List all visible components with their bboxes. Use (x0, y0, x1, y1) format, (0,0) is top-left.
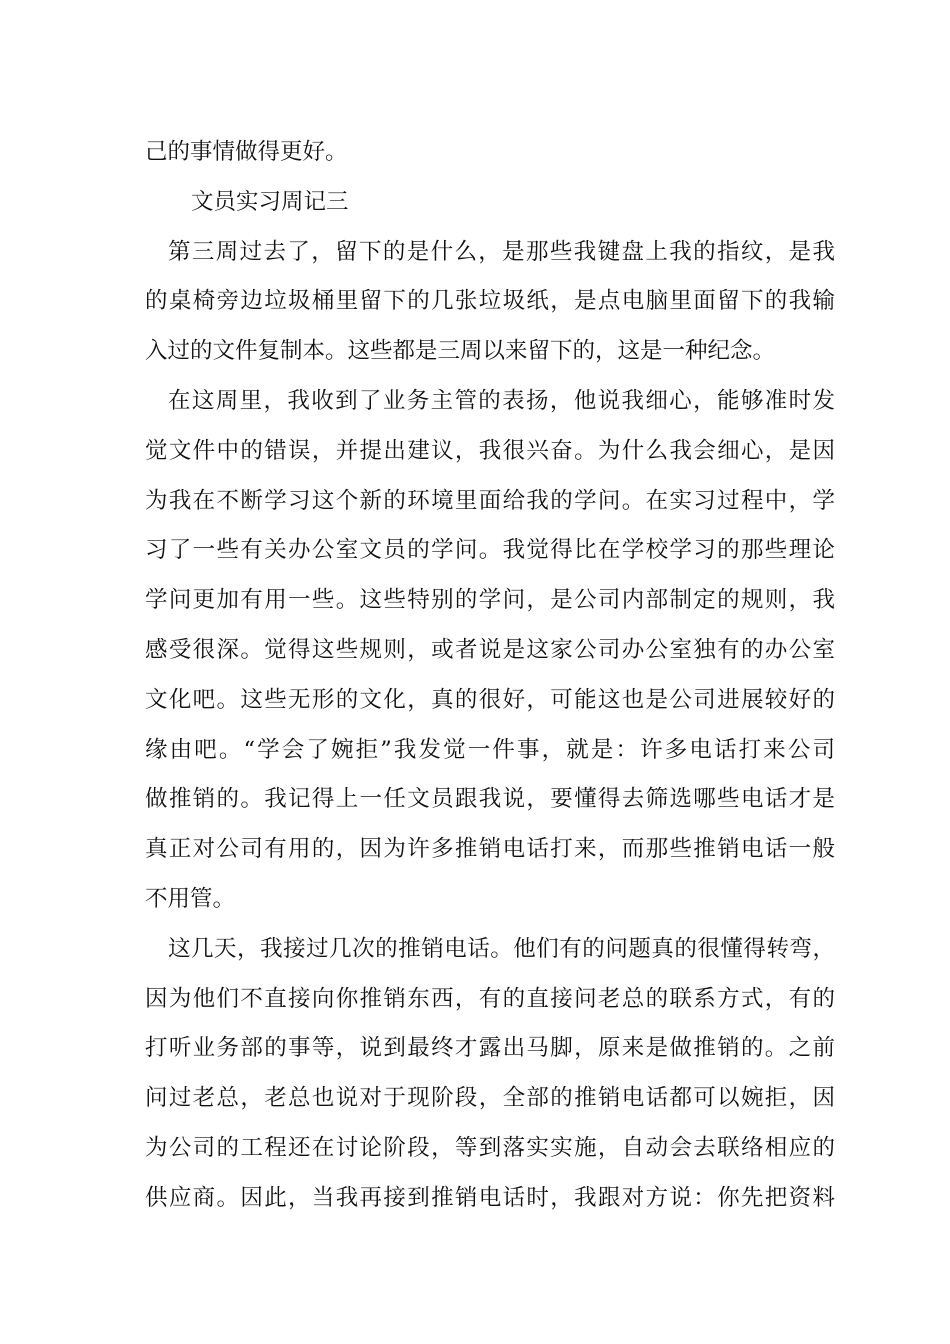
body-text (145, 128, 835, 1224)
text-line: 感受很深。觉得这些规则，或者说是这家公司办公室独有的办公室 (145, 636, 835, 663)
text-line: 己的事情做得更好。 (145, 139, 348, 165)
text-line: 缘由吧。“学会了婉拒”我发觉一件事，就是：许多电话打来公司 (145, 736, 835, 763)
text-line: 第三周过去了，留下的是什么，是那些我键盘上我的指纹，是我 (168, 238, 835, 265)
text-line: 做推销的。我记得上一任文员跟我说，要懂得去筛选哪些电话才是 (145, 786, 835, 813)
text-line: 这几天，我接过几次的推销电话。他们有的问题真的很懂得转弯， (168, 935, 835, 962)
text-line: 不用管。 (145, 885, 236, 912)
text-line: 因为他们不直接向你推销东西，有的直接问老总的联系方式，有的 (145, 985, 835, 1012)
text-line: 在这周里，我收到了业务主管的表扬，他说我细心，能够准时发 (168, 387, 835, 414)
text-line: 真正对公司有用的，因为许多推销电话打来，而那些推销电话一般 (145, 836, 835, 863)
text-line: 打听业务部的事等，说到最终才露出马脚，原来是做推销的。之前 (145, 1035, 835, 1062)
section-heading: 文员实习周记三 (191, 188, 349, 215)
text-line: 问过老总，老总也说对于现阶段，全部的推销电话都可以婉拒，因 (145, 1085, 835, 1112)
text-line: 为公司的工程还在讨论阶段，等到落实实施，自动会去联络相应的 (145, 1134, 835, 1161)
text-line: 习了一些有关办公室文员的学问。我觉得比在学校学习的那些理论 (145, 537, 835, 564)
text-line: 的桌椅旁边垃圾桶里留下的几张垃圾纸，是点电脑里面留下的我输 (145, 288, 835, 315)
text-line: 觉文件中的错误，并提出建议，我很兴奋。为什么我会细心，是因 (145, 437, 835, 464)
text-line: 文化吧。这些无形的文化，真的很好，可能这也是公司进展较好的 (145, 686, 835, 713)
text-line: 入过的文件复制本。这些都是三周以来留下的，这是一种纪念。 (145, 338, 776, 365)
text-line: 为我在不断学习这个新的环境里面给我的学问。在实习过程中，学 (145, 487, 835, 514)
text-line: 供应商。因此，当我再接到推销电话时，我跟对方说：你先把资料 (145, 1184, 835, 1211)
text-line: 学问更加有用一些。这些特别的学问，是公司内部制定的规则，我 (145, 587, 835, 614)
